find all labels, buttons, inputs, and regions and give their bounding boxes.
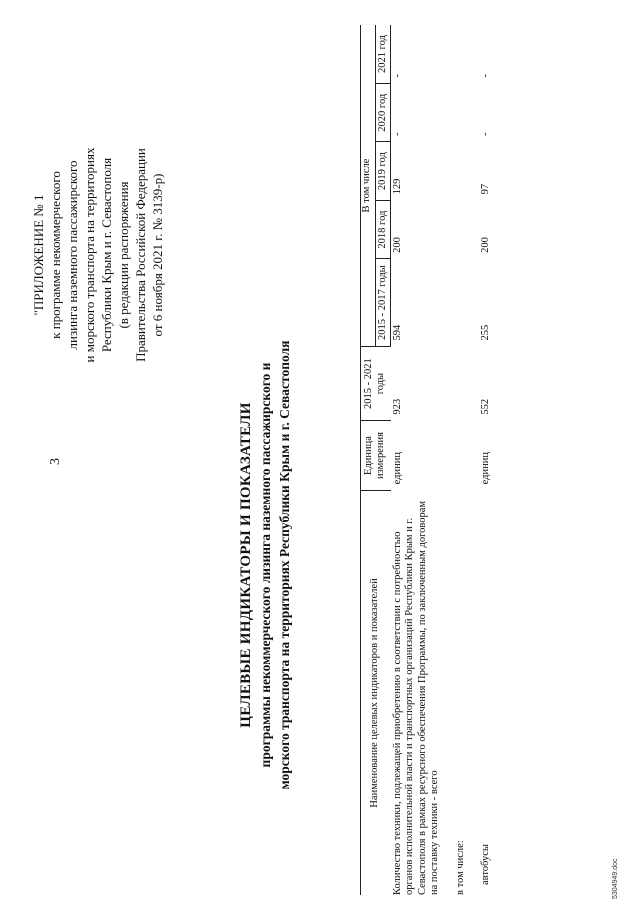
header-including: В том числе [360,25,375,347]
row-2018 [443,200,469,258]
row-2020 [443,84,469,142]
header-name: Наименование целевых индикаторов и показателей [369,578,380,808]
document-heading [238,285,293,845]
row-total: 552 [480,398,491,415]
row-2021 [443,25,469,84]
page-subtitle-line-1: программы некоммерческого лизинга наземного пассажирского и [258,362,273,768]
page-subtitle-line-2: морского транспорта на территориях Республики Крым и г. Севастополя [277,340,292,790]
page-title: ЦЕЛЕВЫЕ ИНДИКАТОРЫ И ПОКАЗАТЕЛИ [238,402,254,728]
header-2019: 2019 год [375,142,391,200]
row-2018: 200 [392,237,403,253]
row-total [443,347,469,421]
row-2019: 97 [480,183,491,195]
table-row [468,25,494,895]
table-top-rule [360,25,361,895]
row-total: 923 [391,398,403,415]
appendix-line: Правительства Российской Федерации [133,148,148,362]
table-row [391,25,443,895]
row-unit: единиц [480,452,491,485]
document-file-id: 5304949.doc [612,858,619,899]
row-2019 [443,142,469,200]
appendix-line: "ПРИЛОЖЕНИЕ № 1 [31,194,46,316]
appendix-line: и морского транспорта на территориях [82,147,97,363]
row-2020: - [480,132,491,136]
row-unit: единиц [391,452,403,485]
header-total: 2015 - 2021 годы [360,347,391,421]
row-name: Количество техники, подлежащей приобретению в соответствии с потребностью органов исполнительной власти и транспортных организаций Республики Крым и г. Севастополя в рамках ресурсного обеспечения Программы, по заключенным договорам на поставку техники - всего [391,500,440,895]
row-2020: - [392,132,403,136]
appendix-line: Республики Крым и г. Севастополя [99,157,114,353]
appendix-line: (в редакции распоряжения [116,181,131,329]
row-unit [443,421,469,491]
indicators-table [360,25,494,895]
row-2015-2017: 255 [480,324,491,341]
row-name: автобусы [480,844,491,885]
row-2015-2017: 594 [392,324,403,341]
appendix-line: к программе некоммерческого [48,171,63,339]
appendix-line: лизинга наземного пассажирского [65,160,80,350]
table-row [443,25,469,895]
page-number: 3 [48,458,63,465]
header-2015-2017: 2015 - 2017 годы [375,259,391,347]
appendix-line: от 6 ноября 2021 г. № 3139-р) [150,173,165,337]
appendix-block [30,75,166,435]
header-2018: 2018 год [375,200,391,258]
row-2015-2017 [443,259,469,347]
row-2018: 200 [480,237,491,253]
row-2021: - [480,74,491,78]
row-2019: 129 [392,178,403,195]
header-unit: Единица измерения [360,421,391,491]
header-2020: 2020 год [375,84,391,142]
header-2021: 2021 год [375,25,391,84]
row-2021: - [392,74,403,78]
row-name: в том числе: [454,840,466,895]
